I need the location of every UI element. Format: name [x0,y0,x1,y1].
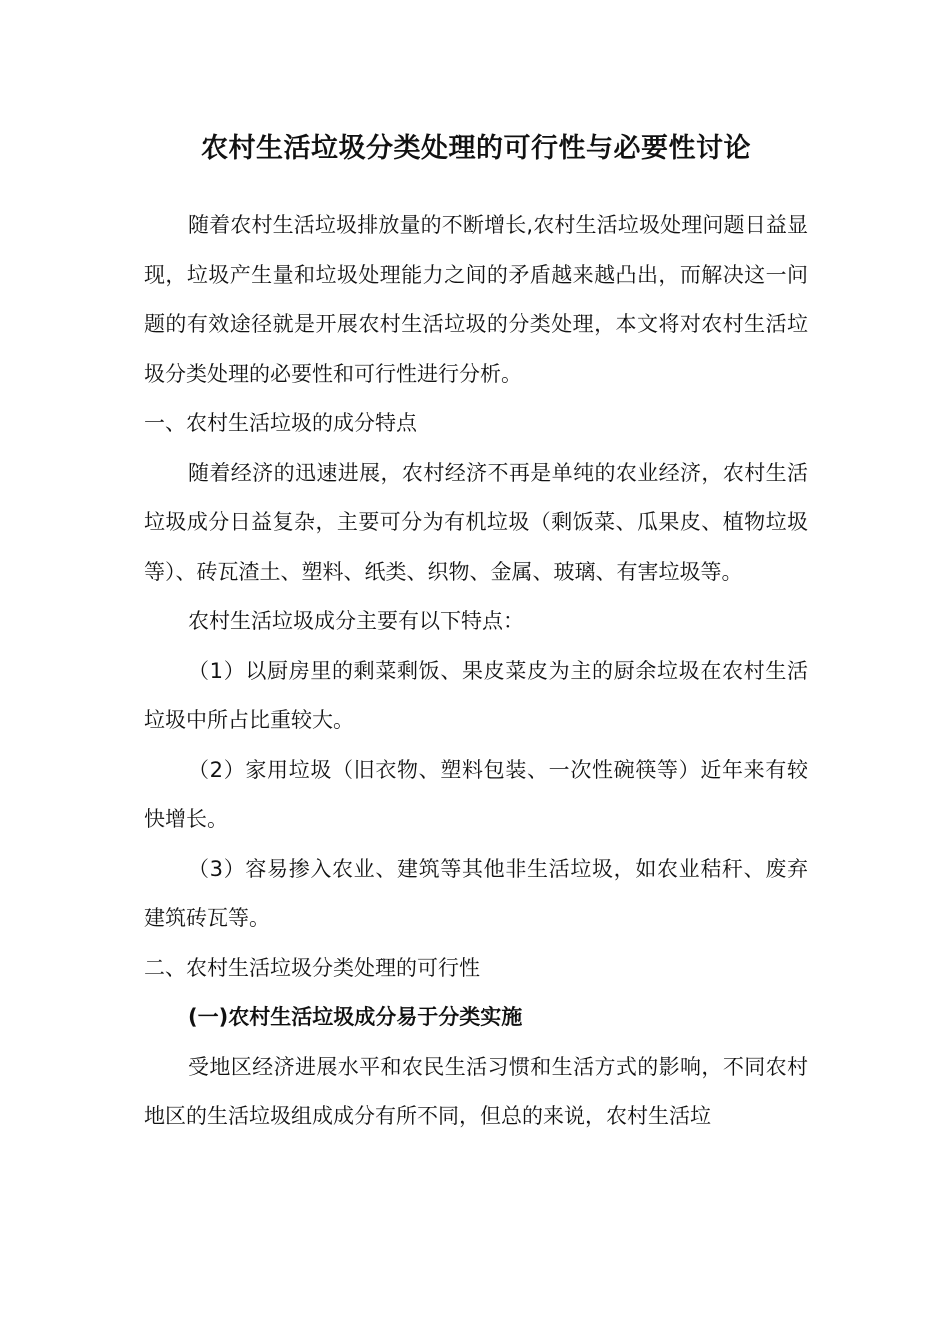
document-title: 农村生活垃圾分类处理的可行性与必要性讨论 [201,133,751,164]
paragraph-features-intro: 农村生活垃圾成分主要有以下特点： [188,609,524,633]
list-item-2: （2）家用垃圾（旧衣物、塑料包装、一次性碗筷等）近年来有较快增长。 [144,757,808,831]
document-page [144,0,808,1344]
list-item-1: （1）以厨房里的剩菜剩饭、果皮菜皮为主的厨余垃圾在农村生活垃圾中所占比重较大。 [144,658,808,732]
section-heading-2: 二、农村生活垃圾分类处理的可行性 [144,955,480,980]
list-item-3: （3）容易掺入农业、建筑等其他非生活垃圾，如农业秸秆、废弃建筑砖瓦等。 [144,856,808,930]
paragraph-composition: 随着经济的迅速进展，农村经济不再是单纯的农业经济，农村生活垃圾成分日益复杂，主要可分为有机垃圾（剩饭菜、瓜果皮、植物垃圾等）、砖瓦渣土、塑料、纸类、织物、金属、玻璃、有害垃圾等。 [144,460,808,584]
subsection-heading-1: (一)农村生活垃圾成分易于分类实施 [188,1005,523,1029]
document-body [144,201,808,1142]
section-heading-1: 一、农村生活垃圾的成分特点 [144,411,417,435]
paragraph-intro: 随着农村生活垃圾排放量的不断增长,农村生活垃圾处理问题日益显现，垃圾产生量和垃圾处理能力之间的矛盾越来越凸出，而解决这一问题的有效途径就是开展农村生活垃圾的分类处理，本文将对农村生活垃圾分类处理的必要性和可行性进行分析。 [144,213,808,386]
paragraph-feasibility: 受地区经济进展水平和农民生活习惯和生活方式的影响，不同农村地区的生活垃圾组成成分有所不同，但总的来说，农村生活垃 [144,1054,808,1128]
